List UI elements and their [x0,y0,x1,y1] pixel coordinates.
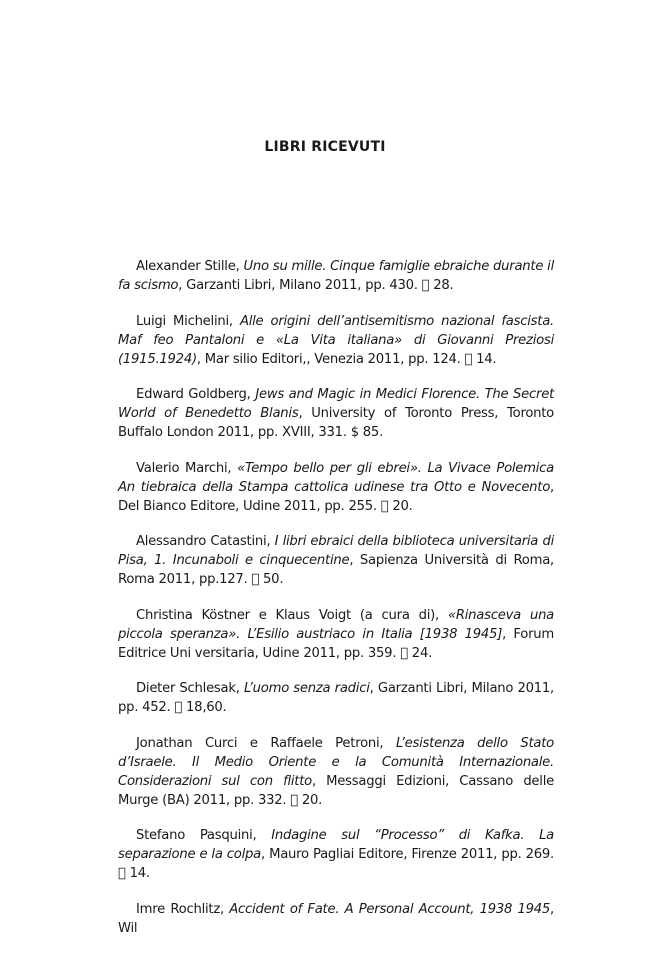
entry-details: , Garzanti Libri, Milano 2011, pp. 430.   28. [178,278,454,293]
entry-title: L’esistenza dello Stato d’Israele. Il Medio Oriente e la Comunità Internazionale. Considerazioni sul con flitto [118,735,554,789]
entry-author: Jonathan Curci e Raffaele Petroni, [136,735,396,751]
book-entry-curci-petroni [118,734,554,810]
book-entry-pasquini [118,826,554,883]
book-entry-michelini [118,312,554,369]
entry-author: Christina Köstner e Klaus Voigt (a cura di), [136,607,448,623]
book-list [118,257,554,954]
entry-author: Luigi Michelini, [136,313,240,329]
book-entry-kostner-voigt [118,606,554,663]
book-entry-stille [118,257,554,295]
entry-title: I libri ebraici della biblioteca universitaria di Pisa, 1. Incunaboli e cinquecentine [118,534,554,568]
entry-details: , Mar silio Editori,, Venezia 2011, pp. 124.   14. [196,351,497,367]
entry-details: , Wil [118,901,554,936]
entry-title: Accident of Fate. A Personal Account, 1938 1945 [229,901,551,917]
entry-title: Jews and Magic in Medici Florence. The Secret World of Benedetto Blanis [118,387,554,421]
entry-author: Alessandro Catastini, [136,534,275,549]
entry-author: Stefano Pasquini, [136,828,272,843]
entry-details: , Messaggi Edizioni, Cassano delle Murge (BA) 2011, pp. 332.   20. [118,773,554,808]
entry-author: Edward Goldberg, [136,387,256,402]
entry-details: , Garzanti Libri, Milano 2011, pp. 452.   18,60. [118,681,554,715]
book-entry-goldberg [118,385,554,442]
entry-details: , Mauro Pagliai Editore, Firenze 2011, pp. 269.   14. [118,847,554,881]
entry-title: «Tempo bello per gli ebrei». La Vivace Polemica An tiebraica della Stampa cattolica udinese tra Otto e Novecento [118,460,555,495]
book-entry-schlesak [118,679,554,717]
entry-title: Alle origini dell’antisemitismo nazional fascista. Maf feo Pantaloni e «La Vita italiana» di Giovanni Preziosi (1915.1924) [118,313,554,367]
entry-author: Alexander Stille, [136,259,244,274]
book-entry-marchi [118,459,554,516]
entry-details: , Del Bianco Editore, Udine 2011, pp. 255.   20. [118,479,554,514]
entry-author: Valerio Marchi, [136,460,238,476]
entry-author: Dieter Schlesak, [136,681,244,696]
entry-details: , Forum Editrice Uni versitaria, Udine 2011, pp. 359.   24. [118,626,554,661]
entry-title: L’uomo senza radici [244,681,370,696]
entry-author: Imre Rochlitz, [136,901,230,917]
book-entry-rochlitz [118,900,554,938]
entry-title: Indagine sul “Processo” di Kafka. La separazione e la colpa [118,828,554,862]
page-title: LIBRI RICEVUTI [264,139,386,155]
entry-details: , University of Toronto Press, Toronto Buffalo London 2011, pp. XVIII, 331. $ 85. [118,406,554,440]
book-entry-catastini [118,532,554,589]
entry-details: , Sapienza Università di Roma, Roma 2011, pp.127.   50. [118,553,554,587]
entry-title: Uno su mille. Cinque famiglie ebraiche durante il fa scismo [118,259,554,293]
entry-title: «Rinasceva una piccola speranza». L’Esilio austriaco in Italia [1938 1945] [118,607,555,642]
